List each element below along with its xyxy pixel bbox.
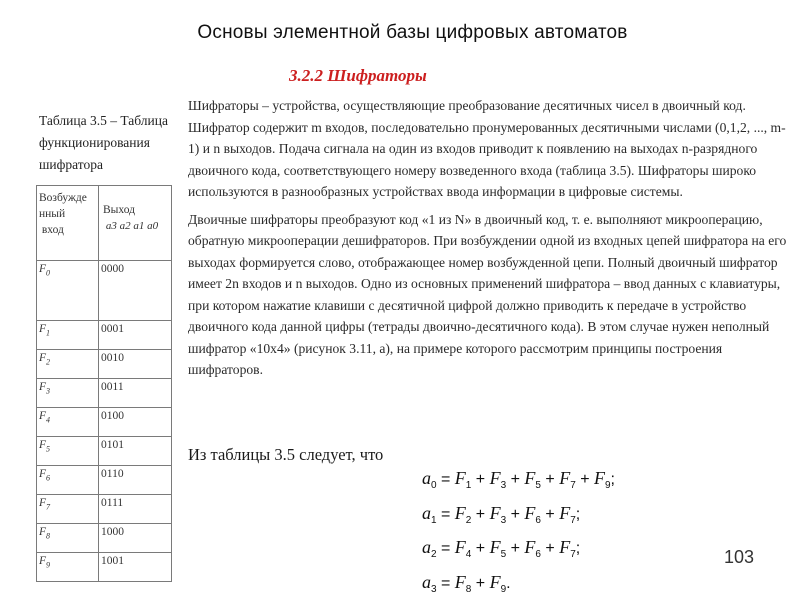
row-output: 0101 bbox=[99, 437, 172, 466]
row-input: $F_9$ bbox=[37, 553, 99, 582]
row-output: 0010 bbox=[99, 350, 172, 379]
row-input: $F_8$ bbox=[37, 524, 99, 553]
row-output: 0110 bbox=[99, 466, 172, 495]
table-row bbox=[37, 437, 172, 466]
row-output: 1001 bbox=[99, 553, 172, 582]
formula-a3: $a_3 = F_8 + F_9$. bbox=[422, 572, 511, 596]
row-output: 0111 bbox=[99, 495, 172, 524]
formula-a0: $a_0 = F_1 + F_3 + F_5 + F_7 + F_9$; bbox=[422, 468, 615, 492]
table-row bbox=[37, 553, 172, 582]
row-input: $F_4$ bbox=[37, 408, 99, 437]
table-header-output: Выход a3 a2 a1 a0 bbox=[99, 186, 172, 261]
from-table-text: Из таблицы 3.5 следует, что bbox=[188, 445, 384, 464]
row-input: $F_5$ bbox=[37, 437, 99, 466]
body-text bbox=[188, 95, 788, 387]
formulas bbox=[422, 465, 672, 600]
formula-a2: $a_2 = F_4 + F_5 + F_6 + F_7$; bbox=[422, 537, 581, 561]
page-number: 103 bbox=[724, 547, 755, 567]
row-input: $F_1$ bbox=[37, 321, 99, 350]
table-row bbox=[37, 321, 172, 350]
table-row bbox=[37, 495, 172, 524]
row-input: $F_3$ bbox=[37, 379, 99, 408]
paragraph-2: Двоичные шифраторы преобразуют код «1 из N» в двоичный код, т. е. выполняют микрооперацию, обратную микрооперации дешифраторов. При возбуждении одной из входных цепей шифратора на его выходах формируется слово, отображающее номер возбужденной цепи. Полный двоичный шифратор имеет 2n входов и n выходов. Одно из основных применений шифратора – ввод данных с клавиатуры, при котором нажатие клавиши с десятичной цифрой должно приводить к передаче в устройство двоичного кода данной цифры (тетрады двоично-десятичного кода). В этом случае нужен неполный шифратор «10х4» (рисунок 3.11, а), на примере которого рассмотрим принципы построения шифраторов. bbox=[188, 211, 787, 377]
table-caption: Таблица 3.5 – Таблица функционирования шифратора bbox=[39, 113, 168, 172]
output-vars: a3 a2 a1 a0 bbox=[105, 220, 159, 232]
table-row bbox=[37, 379, 172, 408]
encoder-truth-table bbox=[36, 185, 172, 582]
table-row bbox=[37, 350, 172, 379]
formula-a1: $a_1 = F_2 + F_3 + F_6 + F_7$; bbox=[422, 502, 581, 526]
row-output: 0100 bbox=[99, 408, 172, 437]
table-row bbox=[37, 524, 172, 553]
page-title: Основы элементной базы цифровых автоматов bbox=[197, 22, 628, 43]
row-input: $F_0$ bbox=[37, 261, 99, 321]
section-title: 3.2.2 Шифраторы bbox=[289, 66, 427, 85]
paragraph-1: Шифраторы – устройства, осуществляющие преобразование десятичных чисел в двоичный код. Шифратор содержит m входов, последовательно пронумерованных десятичными числами (0,1,2, ..., m-1) и n выходов. Подача сигнала на один из входов приводит к появлению на выходах n-разрядного двоичного кода, соответствующего номеру возведенного входа (таблица 3.5). Шифраторы широко используются в разнообразных устройствах ввода информации в цифровые системы. bbox=[188, 98, 786, 199]
row-output: 0000 bbox=[99, 261, 172, 321]
table-row bbox=[37, 408, 172, 437]
row-input: $F_2$ bbox=[37, 350, 99, 379]
table-row bbox=[37, 261, 172, 321]
row-output: 1000 bbox=[99, 524, 172, 553]
table-header-input: Возбужде нный вход bbox=[37, 186, 99, 261]
row-output: 0011 bbox=[99, 379, 172, 408]
row-output: 0001 bbox=[99, 321, 172, 350]
table-row bbox=[37, 466, 172, 495]
row-input: $F_6$ bbox=[37, 466, 99, 495]
row-input: $F_7$ bbox=[37, 495, 99, 524]
